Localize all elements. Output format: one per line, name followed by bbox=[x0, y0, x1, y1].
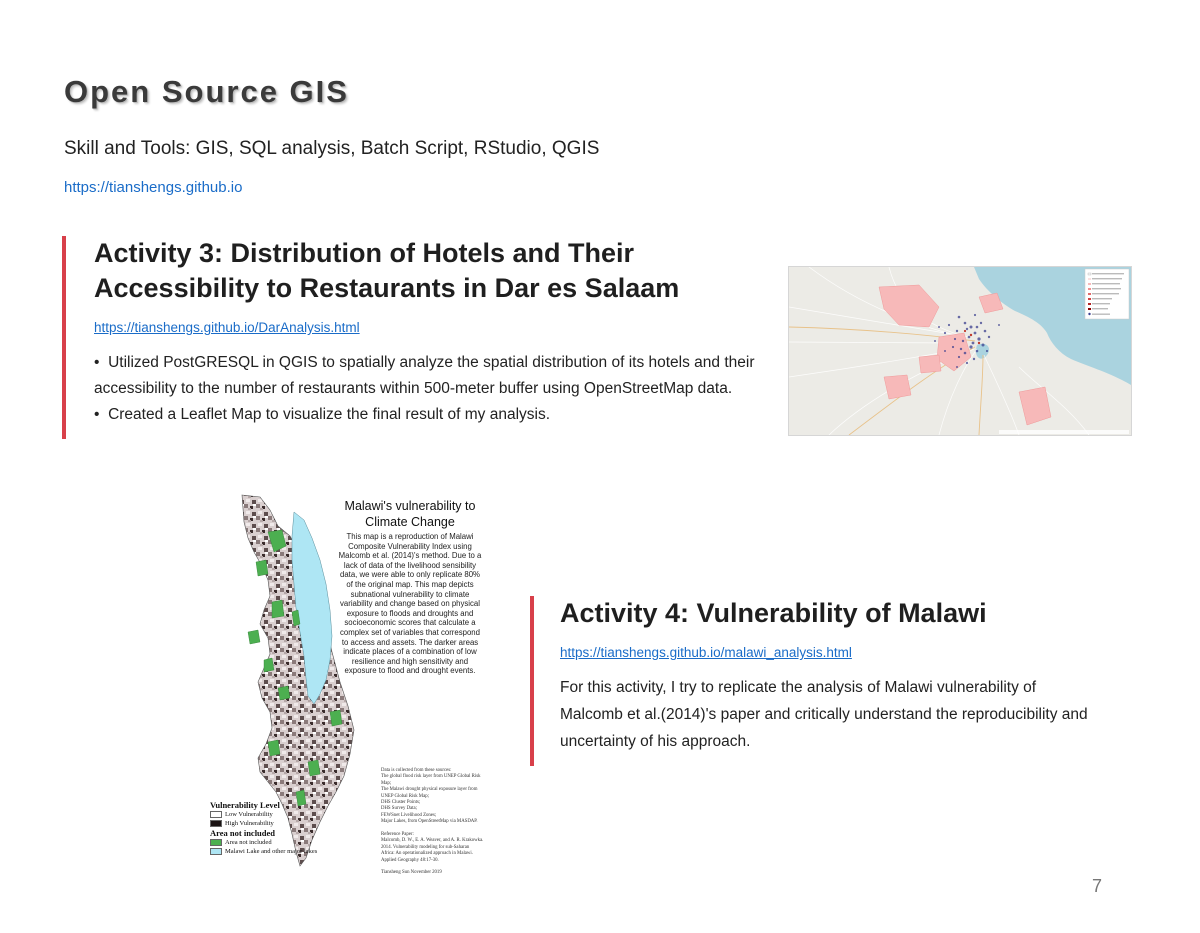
dar-map-graphic bbox=[789, 267, 1131, 435]
malawi-desc-line: Malcomb et al. (2014)'s method. Due to a bbox=[338, 551, 482, 561]
malawi-desc-line: exposure to floods and droughts and bbox=[346, 608, 474, 618]
activity3-bullet-1-line1: Utilized PostGRESQL in QGIS to spatially analyze the spatial distribution of its hotels and their bbox=[108, 354, 755, 371]
activity4-desc-line1: For this activity, I try to replicate the analysis of Malawi vulnerability of bbox=[560, 679, 1037, 696]
activity3-bullet-1-cont: accessibility to the number of restaurants within 500-meter buffer using OpenStreetMap data. bbox=[94, 380, 733, 397]
legend-label-not-included: Area not included bbox=[225, 839, 272, 846]
dar-map-attribution bbox=[999, 430, 1129, 434]
activity4-link[interactable]: https://tianshengs.github.io/malawi_analysis.html bbox=[560, 645, 852, 660]
malawi-desc-line: resilience and high sensitivity and bbox=[351, 656, 469, 666]
legend-item-lake bbox=[210, 847, 340, 856]
malawi-source-line: Data is collected from these sources: bbox=[381, 768, 452, 773]
malawi-source-line: Map; bbox=[381, 780, 392, 786]
legend-item-high bbox=[210, 819, 340, 828]
activity3-title-line2: Accessibility to Restaurants in Dar es Salaam bbox=[94, 273, 680, 303]
malawi-source-line: UNEP Global Risk Map; bbox=[381, 793, 429, 799]
homepage-link[interactable]: https://tianshengs.github.io bbox=[64, 179, 243, 196]
malawi-source-line: Africa: An operationalized approach in Malawi. bbox=[381, 851, 473, 857]
activity3-title bbox=[94, 236, 734, 306]
malawi-desc-line: lack of data of the livelihood sensibility bbox=[343, 560, 477, 570]
malawi-source-line: The global flood risk layer from UNEP Global Risk bbox=[381, 774, 481, 780]
malawi-map-title bbox=[330, 498, 490, 530]
activity3-title-line1: Activity 3: Distribution of Hotels and Their bbox=[94, 238, 635, 268]
dar-es-salaam-leaflet-map[interactable] bbox=[788, 266, 1132, 436]
activity4-title: Activity 4: Vulnerability of Malawi bbox=[560, 598, 987, 628]
malawi-map-description bbox=[322, 532, 498, 676]
malawi-map-sources bbox=[381, 768, 501, 877]
malawi-map-title-line2: Climate Change bbox=[365, 515, 455, 529]
malawi-desc-line: indicate places of a combination of low bbox=[343, 647, 477, 657]
dar-map-legend bbox=[1085, 269, 1129, 319]
legend-item-not-included bbox=[210, 838, 340, 847]
malawi-desc-line: subnational vulnerability to climate bbox=[350, 589, 470, 599]
malawi-desc-line: This map is a reproduction of Malawi bbox=[346, 532, 474, 541]
activity4-desc-line2: Malcomb et al.(2014)'s paper and critically understand the reproducibility and bbox=[560, 706, 1088, 723]
malawi-source-line: The Malawi drought physical exposure layer from bbox=[381, 787, 478, 793]
legend-label-low: Low Vulnerability bbox=[225, 811, 273, 818]
page-number: 7 bbox=[1092, 876, 1103, 896]
malawi-desc-line: exposure to flood and drought events. bbox=[344, 666, 476, 676]
malawi-desc-line: of the original map. This map depicts bbox=[346, 579, 474, 589]
bullet-glyph: • bbox=[94, 406, 100, 423]
activity3-bullet-2-text: Created a Leaflet Map to visualize the final result of my analysis. bbox=[108, 406, 551, 423]
malawi-desc-line: to access and assets. The darker areas bbox=[341, 637, 479, 647]
malawi-source-line: Malcomb, D. W., E. A. Weaver, and A. R. Krakowka. bbox=[381, 838, 484, 844]
legend-swatch-not-included bbox=[210, 839, 222, 846]
legend-label-high: High Vulnerability bbox=[225, 820, 274, 827]
legend-item-low bbox=[210, 810, 340, 819]
activity4-desc-line3: uncertainty of his approach. bbox=[560, 733, 751, 750]
malawi-source-line: DHS Cluster Points; bbox=[381, 800, 421, 806]
activity3-link[interactable]: https://tianshengs.github.io/DarAnalysis.html bbox=[94, 320, 360, 335]
malawi-source-line: Tiansheng Sun November 2019 bbox=[381, 870, 442, 876]
malawi-desc-line: variability and change based on physical bbox=[339, 599, 480, 609]
malawi-desc-line: Composite Vulnerability Index using bbox=[348, 541, 472, 551]
legend-swatch-lake bbox=[210, 848, 222, 855]
legend-heading-not-included: Area not included bbox=[210, 828, 276, 838]
malawi-map-title-line1: Malawi's vulnerability to bbox=[344, 499, 476, 513]
malawi-source-line: Applied Geography 48:17-30. bbox=[381, 857, 439, 863]
malawi-source-line: Reference Paper: bbox=[381, 832, 414, 838]
malawi-source-line: 2014. Vulnerability modeling for sub-Saharan bbox=[381, 844, 470, 850]
malawi-map-legend bbox=[210, 800, 340, 856]
activity3-bullet-2 bbox=[94, 402, 794, 428]
activity3-bullet-1 bbox=[94, 350, 794, 376]
malawi-desc-line: complex set of variables that correspond bbox=[340, 627, 480, 637]
bullet-glyph: • bbox=[94, 354, 100, 371]
activity3-accent-bar bbox=[62, 236, 66, 439]
activity3-bullets bbox=[94, 350, 794, 428]
skills-and-tools: Skill and Tools: GIS, SQL analysis, Batch Script, RStudio, QGIS bbox=[64, 138, 600, 159]
legend-swatch-low bbox=[210, 811, 222, 818]
page-title: Open Source GIS bbox=[64, 74, 349, 109]
legend-swatch-high bbox=[210, 820, 222, 827]
legend-label-lake: Malawi Lake and other major lakes bbox=[225, 848, 318, 855]
malawi-desc-line: data, we were able to only replicate 80% bbox=[340, 570, 480, 580]
legend-heading-vulnerability: Vulnerability Level bbox=[210, 800, 280, 810]
activity4-accent-bar bbox=[530, 596, 534, 766]
malawi-source-line: DHS Survey Data; bbox=[381, 806, 417, 812]
activity4-description bbox=[560, 674, 1120, 755]
malawi-desc-line: socioeconomic scores that calculate a bbox=[344, 618, 476, 628]
malawi-source-line: FEWSnet Livelihood Zones; bbox=[381, 812, 437, 818]
malawi-source-line: Major Lakes, from OpenStreetMap via MASDAP. bbox=[381, 819, 478, 825]
